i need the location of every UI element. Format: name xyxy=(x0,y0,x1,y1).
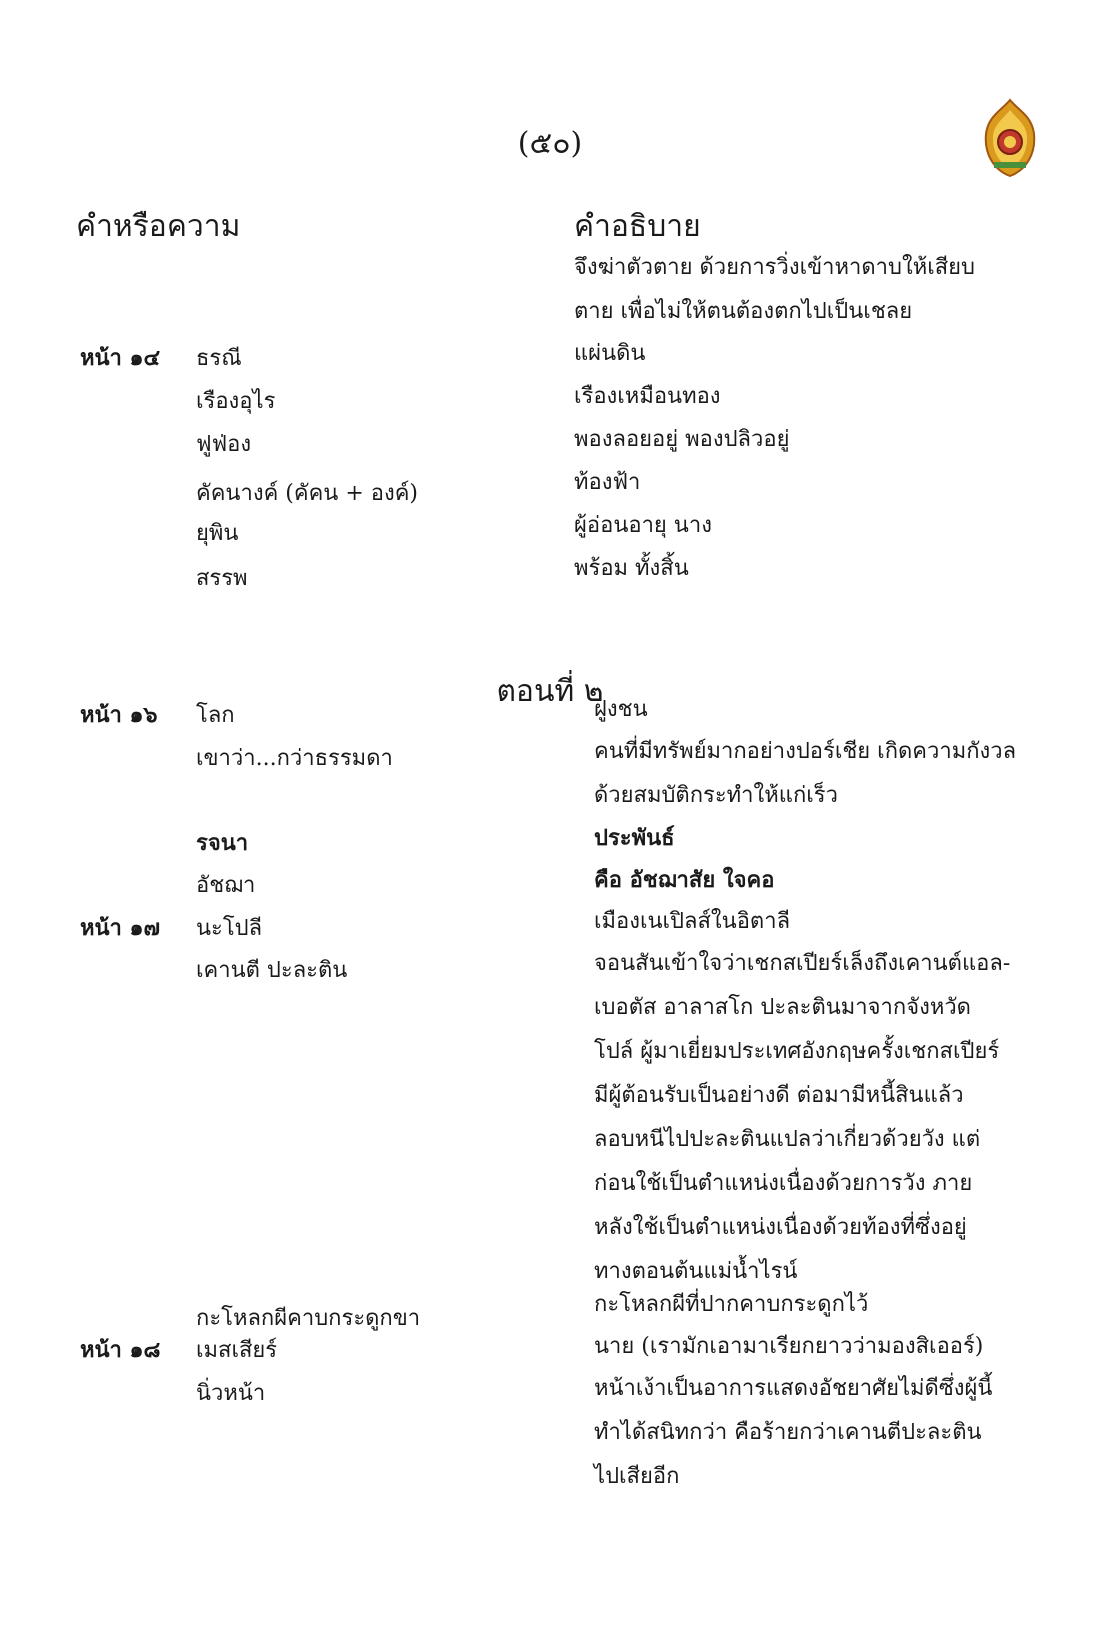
explanation: คือ อัชฌาสัย ใจคอ xyxy=(594,867,775,893)
term: เรืองอุไร xyxy=(196,389,276,414)
explanation xyxy=(594,730,1054,818)
term: ธรณี xyxy=(196,346,242,371)
ministry-emblem-icon xyxy=(982,98,1038,178)
explanation: ท้องฟ้า xyxy=(574,470,641,495)
page-ref: หน้า ๑๘ xyxy=(80,1337,161,1363)
explanation-line: หลังใช้เป็นตำแหน่งเนื่องด้วยท้องที่ซึ่งอยู่ xyxy=(594,1215,967,1240)
term: นะโปลี xyxy=(196,916,263,941)
page-ref: หน้า ๑๔ xyxy=(80,345,161,371)
term: สรรพ xyxy=(196,566,248,591)
explanation: ผู้อ่อนอายุ นาง xyxy=(574,513,712,538)
term: คัคนางค์ (คัคน + องค์) xyxy=(196,481,419,506)
explanation xyxy=(594,1367,1054,1499)
column-header-right: คำอธิบาย xyxy=(574,209,701,244)
explanation-line: ก่อนใช้เป็นตำแหน่งเนื่องด้วยการวัง ภาย xyxy=(594,1171,973,1196)
explanation: กะโหลกผีที่ปากคาบกระดูกไว้ xyxy=(594,1292,869,1317)
term: อัชฌา xyxy=(196,873,256,898)
explanation-line: ด้วยสมบัติกระทำให้แก่เร็ว xyxy=(594,783,838,808)
explanation-line: เบอตัส อาลาสโก ปะละตินมาจากจังหวัด xyxy=(594,995,971,1020)
explanation: นาย (เรามักเอามาเรียกยาวว่ามองสิเออร์) xyxy=(594,1334,984,1359)
page-number: (๕๐) xyxy=(517,126,583,161)
intro-line: ตาย เพื่อไม่ให้ตนต้องตกไปเป็นเชลย xyxy=(574,299,913,324)
term: ยุพิน xyxy=(196,521,239,546)
term: เคานตี ปะละติน xyxy=(196,958,348,983)
explanation-line: ทางตอนต้นแม่น้ำไรน์ xyxy=(594,1259,798,1284)
explanation xyxy=(594,942,1054,1294)
term: รจนา xyxy=(196,830,249,856)
explanation-line: ลอบหนีไปปะละตินแปลว่าเกี่ยวด้วยวัง แต่ xyxy=(594,1127,981,1152)
explanation-line: ไปเสียอีก xyxy=(594,1464,680,1489)
explanation: แผ่นดิน xyxy=(574,341,646,366)
explanation-line: โปล์ ผู้มาเยี่ยมประเทศอังกฤษครั้งเชกสเปียร์ xyxy=(594,1039,1000,1064)
term: ฟูฟ่อง xyxy=(196,432,252,457)
explanation: พองลอยอยู่ พองปลิวอยู่ xyxy=(574,427,790,452)
section-title: ตอนที่ ๒ xyxy=(496,674,604,709)
explanation-line: จอนสันเข้าใจว่าเชกสเปียร์เล็งถึงเคานต์แอล- xyxy=(594,951,1011,976)
column-header-left: คำหรือความ xyxy=(76,209,241,244)
explanation: พร้อม ทั้งสิ้น xyxy=(574,556,689,581)
intro-text xyxy=(574,246,1044,334)
term: เขาว่า...กว่าธรรมดา xyxy=(196,746,393,771)
page-ref: หน้า ๑๖ xyxy=(80,702,158,728)
explanation-line: หน้าเง้าเป็นอาการแสดงอัชยาศัยไม่ดีซึ่งผู้นี้ xyxy=(594,1376,993,1401)
explanation-line: มีผู้ต้อนรับเป็นอย่างดี ต่อมามีหนี้สินแล้ว xyxy=(594,1083,964,1108)
explanation: ฝูงชน xyxy=(594,697,648,722)
explanation: ประพันธ์ xyxy=(594,825,675,851)
explanation-line: คนที่มีทรัพย์มากอย่างปอร์เชีย เกิดความกังวล xyxy=(594,739,1017,764)
intro-line: จึงฆ่าตัวตาย ด้วยการวิ่งเข้าหาดาบให้เสียบ xyxy=(574,255,976,280)
term: นิ่วหน้า xyxy=(196,1381,266,1406)
explanation-line: ทำได้สนิทกว่า คือร้ายกว่าเคานตีปะละติน xyxy=(594,1420,982,1445)
term: เมสเสียร์ xyxy=(196,1338,278,1363)
page-ref: หน้า ๑๗ xyxy=(80,915,161,941)
term: กะโหลกผีคาบกระดูกขา xyxy=(196,1306,421,1331)
explanation: เมืองเนเปิลส์ในอิตาลี xyxy=(594,909,791,934)
explanation: เรืองเหมือนทอง xyxy=(574,384,721,409)
term: โลก xyxy=(196,703,235,728)
